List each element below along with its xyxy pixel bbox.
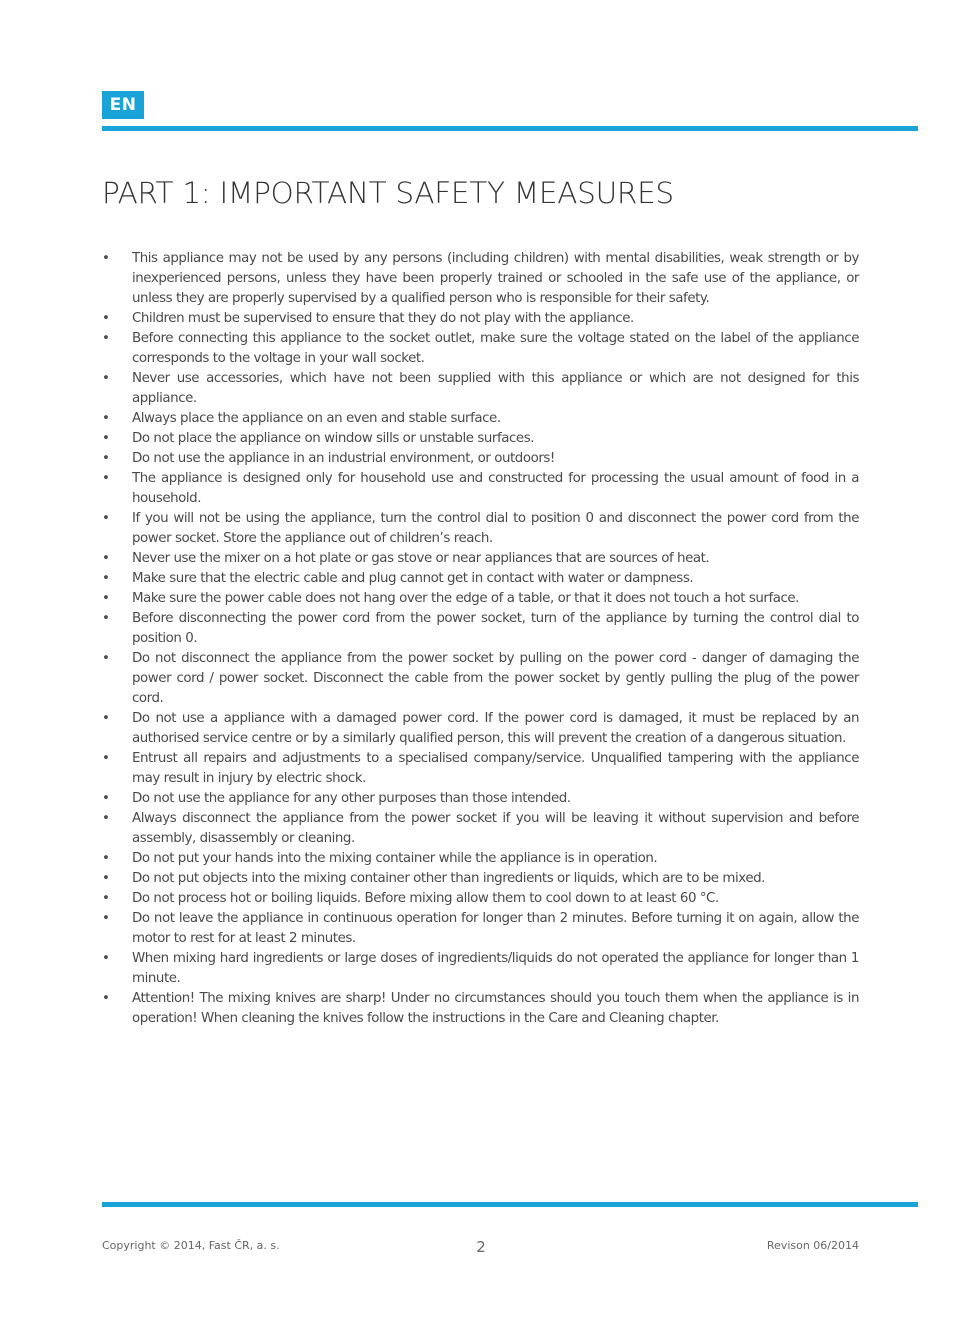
list-item-text: Children must be supervised to ensure that they do not play with the appliance. bbox=[132, 311, 634, 326]
list-item-text: Do not process hot or boiling liquids. Before mixing allow them to cool down to at least 60 °C. bbox=[132, 891, 719, 906]
footer-revision: Revison 06/2014 bbox=[766, 1239, 859, 1252]
list-item bbox=[102, 469, 859, 509]
footer-divider bbox=[102, 1202, 918, 1207]
list-item-text: Attention! The mixing knives are sharp! Under no circumstances should you touch them when the appliance is in operation! When cleaning the knives follow the instructions in the Care and Cleaning chapter. bbox=[132, 991, 859, 1026]
footer-page-number: 2 bbox=[476, 1238, 486, 1256]
list-item-text: The appliance is designed only for household use and constructed for processing the usual amount of food in a household. bbox=[132, 471, 859, 506]
list-item bbox=[102, 249, 859, 309]
list-item bbox=[102, 749, 859, 789]
list-item bbox=[102, 609, 859, 649]
safety-measures-list bbox=[102, 249, 859, 1029]
list-item bbox=[102, 789, 859, 809]
bullet-icon: • bbox=[102, 451, 110, 466]
list-item-text: This appliance may not be used by any persons (including children) with mental disabilities, weak strength or by inexperienced persons, unless they have been properly trained or schooled in the safe use of the appliance, or unless they are properly supervised by a qualified person who is responsible for their safety. bbox=[132, 251, 859, 306]
bullet-icon: • bbox=[102, 311, 110, 326]
bullet-icon: • bbox=[102, 711, 110, 726]
list-item bbox=[102, 429, 859, 449]
bullet-icon: • bbox=[102, 431, 110, 446]
list-item-text: Never use the mixer on a hot plate or gas stove or near appliances that are sources of heat. bbox=[132, 551, 710, 566]
list-item-text: Do not use the appliance for any other purposes than those intended. bbox=[132, 791, 571, 806]
page-title: PART 1: IMPORTANT SAFETY MEASURES bbox=[102, 176, 674, 210]
bullet-icon: • bbox=[102, 471, 110, 486]
bullet-icon: • bbox=[102, 551, 110, 566]
list-item-text: Do not put your hands into the mixing container while the appliance is in operation. bbox=[132, 851, 658, 866]
list-item bbox=[102, 649, 859, 709]
bullet-icon: • bbox=[102, 911, 110, 926]
list-item bbox=[102, 889, 859, 909]
list-item bbox=[102, 949, 859, 989]
bullet-icon: • bbox=[102, 751, 110, 766]
list-item-text: Always place the appliance on an even and stable surface. bbox=[132, 411, 501, 426]
bullet-icon: • bbox=[102, 251, 110, 266]
list-item bbox=[102, 509, 859, 549]
list-item-text: Do not place the appliance on window sills or unstable surfaces. bbox=[132, 431, 535, 446]
bullet-icon: • bbox=[102, 411, 110, 426]
bullet-icon: • bbox=[102, 791, 110, 806]
header-divider bbox=[102, 126, 918, 131]
language-badge: EN bbox=[102, 91, 144, 119]
list-item-text: Do not use the appliance in an industrial environment, or outdoors! bbox=[132, 451, 555, 466]
list-item-text: Before disconnecting the power cord from the power socket, turn of the appliance by turning the control dial to position 0. bbox=[132, 611, 859, 646]
list-item bbox=[102, 369, 859, 409]
list-item-text: Make sure the power cable does not hang over the edge of a table, or that it does not touch a hot surface. bbox=[132, 591, 799, 606]
list-item-text: Entrust all repairs and adjustments to a specialised company/service. Unqualified tampering with the appliance may result in injury by electric shock. bbox=[132, 751, 859, 786]
list-item-text: Make sure that the electric cable and plug cannot get in contact with water or dampness. bbox=[132, 571, 694, 586]
list-item-text: Never use accessories, which have not been supplied with this appliance or which are not designed for this appliance. bbox=[132, 371, 859, 406]
list-item bbox=[102, 569, 859, 589]
list-item-text: Always disconnect the appliance from the power socket if you will be leaving it without supervision and before assembly, disassembly or cleaning. bbox=[132, 811, 859, 846]
list-item bbox=[102, 909, 859, 949]
list-item bbox=[102, 309, 859, 329]
list-item-text: Do not disconnect the appliance from the power socket by pulling on the power cord - danger of damaging the power cord / power socket. Disconnect the cable from the power socket by gently pulling the plug of the power cord. bbox=[132, 651, 859, 706]
bullet-icon: • bbox=[102, 871, 110, 886]
bullet-icon: • bbox=[102, 651, 110, 666]
list-item-text: Do not use a appliance with a damaged power cord. If the power cord is damaged, it must be replaced by an authorised service centre or by a similarly qualified person, this will prevent the creation of a dangerous situation. bbox=[132, 711, 859, 746]
list-item bbox=[102, 549, 859, 569]
footer-copyright: Copyright © 2014, Fast ČR, a. s. bbox=[102, 1239, 280, 1252]
list-item-text: Do not leave the appliance in continuous operation for longer than 2 minutes. Before turning it on again, allow the motor to rest for at least 2 minutes. bbox=[132, 911, 859, 946]
list-item bbox=[102, 329, 859, 369]
list-item bbox=[102, 869, 859, 889]
list-item bbox=[102, 449, 859, 469]
list-item-text: If you will not be using the appliance, turn the control dial to position 0 and disconnect the power cord from the power socket. Store the appliance out of children’s reach. bbox=[132, 511, 859, 546]
list-item bbox=[102, 849, 859, 869]
bullet-icon: • bbox=[102, 991, 110, 1006]
list-item bbox=[102, 589, 859, 609]
list-item bbox=[102, 989, 859, 1029]
bullet-icon: • bbox=[102, 891, 110, 906]
bullet-icon: • bbox=[102, 851, 110, 866]
list-item bbox=[102, 409, 859, 429]
bullet-icon: • bbox=[102, 511, 110, 526]
bullet-icon: • bbox=[102, 571, 110, 586]
bullet-icon: • bbox=[102, 811, 110, 826]
bullet-icon: • bbox=[102, 951, 110, 966]
bullet-icon: • bbox=[102, 591, 110, 606]
list-item bbox=[102, 709, 859, 749]
list-item bbox=[102, 809, 859, 849]
list-item-text: When mixing hard ingredients or large doses of ingredients/liquids do not operated the appliance for longer than 1 minute. bbox=[132, 951, 859, 986]
bullet-icon: • bbox=[102, 611, 110, 626]
list-item-text: Do not put objects into the mixing container other than ingredients or liquids, which are to be mixed. bbox=[132, 871, 765, 886]
bullet-icon: • bbox=[102, 331, 110, 346]
list-item-text: Before connecting this appliance to the socket outlet, make sure the voltage stated on the label of the appliance corresponds to the voltage in your wall socket. bbox=[132, 331, 859, 366]
bullet-icon: • bbox=[102, 371, 110, 386]
